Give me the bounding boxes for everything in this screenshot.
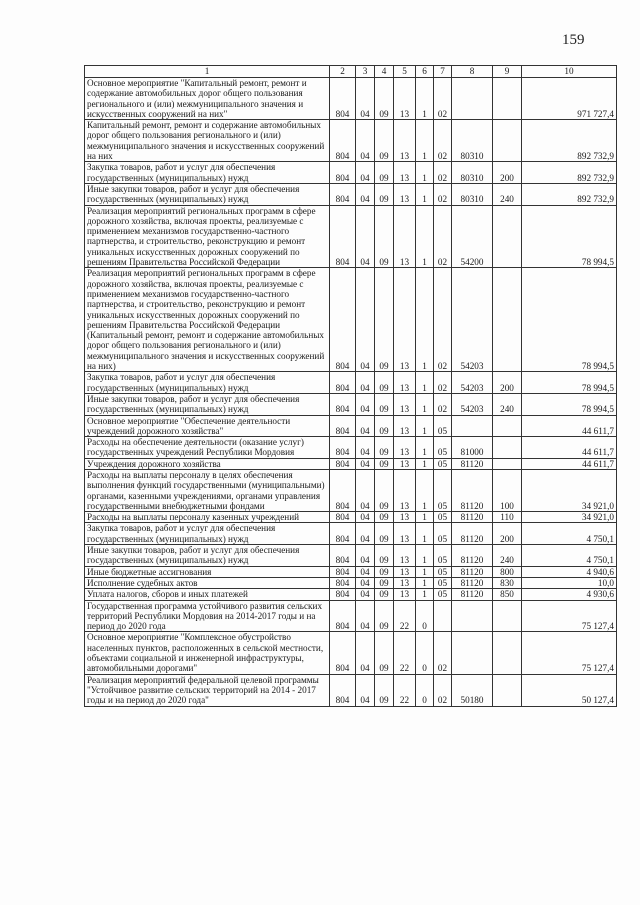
row-code-c5: 13 (394, 162, 416, 184)
row-code-c6: 1 (416, 120, 434, 162)
row-code-c9: 240 (493, 393, 522, 415)
row-code-c5: 13 (394, 469, 416, 511)
row-description: Реализация мероприятий федеральной целевой программы "Устойчивое развитие сельских территорий на 2014 - 2017 годы и на период до 2020 года" (85, 674, 330, 706)
row-code-c9 (493, 120, 522, 162)
row-code-c8: 81120 (452, 512, 493, 523)
row-code-c2: 804 (330, 78, 356, 120)
row-code-c4: 09 (375, 78, 394, 120)
row-code-c3: 04 (356, 437, 375, 459)
row-code-c9 (493, 205, 522, 268)
row-code-c7: 02 (434, 632, 452, 674)
row-code-c4: 09 (375, 566, 394, 577)
row-code-c3: 04 (356, 674, 375, 706)
row-code-c4: 09 (375, 674, 394, 706)
row-code-c3: 04 (356, 577, 375, 588)
row-code-c4: 09 (375, 372, 394, 394)
row-description: Государственная программа устойчивого развития сельских территорий Республики Мордовия на 2014-2017 годы и на период до 2020 года (85, 600, 330, 632)
row-code-c7: 05 (434, 415, 452, 437)
row-description: Реализация мероприятий региональных программ в сфере дорожного хозяйства, включая проекты, реализуемые с применением механизмов государственно-частного партнерства, и строительство, реконструкцию и ремонт уникальных искусственных дорожных сооружений по решениям Правительства Российской Федерации (Капитальный ремонт, ремонт и содержание автомобильных дорог общего пользования регионального и (или) межмуниципального значения и искусственных сооружений на них) (85, 268, 330, 372)
row-amount: 892 732,9 (522, 120, 617, 162)
row-code-c8: 80310 (452, 120, 493, 162)
row-code-c8: 81120 (452, 545, 493, 567)
row-code-c9: 800 (493, 566, 522, 577)
row-code-c5: 13 (394, 577, 416, 588)
row-code-c5: 13 (394, 268, 416, 372)
row-code-c4: 09 (375, 393, 394, 415)
row-code-c8: 80310 (452, 162, 493, 184)
row-code-c2: 804 (330, 589, 356, 600)
row-code-c8: 81120 (452, 577, 493, 588)
row-code-c5: 22 (394, 674, 416, 706)
row-code-c7: 05 (434, 566, 452, 577)
row-code-c9 (493, 632, 522, 674)
row-code-c7: 05 (434, 458, 452, 469)
table-row (85, 393, 617, 415)
row-code-c3: 04 (356, 566, 375, 577)
header-row (85, 66, 617, 78)
row-code-c7: 05 (434, 469, 452, 511)
table-body (85, 78, 617, 707)
row-code-c9 (493, 415, 522, 437)
row-code-c7: 02 (434, 205, 452, 268)
row-code-c2: 804 (330, 162, 356, 184)
row-description: Закупка товаров, работ и услуг для обеспечения государственных (муниципальных) нужд (85, 523, 330, 545)
table-row (85, 632, 617, 674)
column-header: 4 (375, 66, 394, 78)
row-amount: 75 127,4 (522, 600, 617, 632)
row-code-c2: 804 (330, 469, 356, 511)
row-code-c6: 1 (416, 268, 434, 372)
row-description: Иные закупки товаров, работ и услуг для обеспечения государственных (муниципальных) нужд (85, 545, 330, 567)
row-description: Расходы на обеспечение деятельности (оказание услуг) государственных учреждений Республики Мордовия (85, 437, 330, 459)
table-row (85, 205, 617, 268)
row-code-c6: 1 (416, 523, 434, 545)
column-header: 7 (434, 66, 452, 78)
table-row (85, 268, 617, 372)
row-code-c3: 04 (356, 512, 375, 523)
row-code-c7: 02 (434, 393, 452, 415)
row-code-c8 (452, 415, 493, 437)
row-code-c6: 1 (416, 415, 434, 437)
column-header: 5 (394, 66, 416, 78)
row-amount: 892 732,9 (522, 183, 617, 205)
row-code-c6: 1 (416, 162, 434, 184)
row-code-c9: 240 (493, 545, 522, 567)
row-code-c7: 02 (434, 183, 452, 205)
row-code-c3: 04 (356, 120, 375, 162)
row-code-c5: 13 (394, 372, 416, 394)
row-code-c4: 09 (375, 415, 394, 437)
column-header: 8 (452, 66, 493, 78)
row-code-c8: 81120 (452, 523, 493, 545)
row-amount: 78 994,5 (522, 268, 617, 372)
row-code-c9 (493, 78, 522, 120)
row-code-c7: 05 (434, 589, 452, 600)
table-row (85, 600, 617, 632)
row-code-c8: 54203 (452, 268, 493, 372)
row-amount: 34 921,0 (522, 469, 617, 511)
row-code-c8: 50180 (452, 674, 493, 706)
row-code-c5: 13 (394, 183, 416, 205)
row-code-c6: 1 (416, 545, 434, 567)
row-code-c3: 04 (356, 78, 375, 120)
row-code-c9: 100 (493, 469, 522, 511)
row-amount: 4 750,1 (522, 523, 617, 545)
row-code-c3: 04 (356, 162, 375, 184)
row-code-c9: 240 (493, 183, 522, 205)
row-amount: 75 127,4 (522, 632, 617, 674)
row-code-c5: 13 (394, 78, 416, 120)
table-row (85, 162, 617, 184)
row-description: Закупка товаров, работ и услуг для обеспечения государственных (муниципальных) нужд (85, 162, 330, 184)
row-code-c9: 110 (493, 512, 522, 523)
row-amount: 78 994,5 (522, 393, 617, 415)
row-code-c9 (493, 458, 522, 469)
row-code-c7: 05 (434, 437, 452, 459)
row-code-c8: 54203 (452, 393, 493, 415)
row-code-c3: 04 (356, 393, 375, 415)
row-description: Иные закупки товаров, работ и услуг для обеспечения государственных (муниципальных) нужд (85, 183, 330, 205)
row-code-c3: 04 (356, 205, 375, 268)
row-code-c6: 1 (416, 78, 434, 120)
row-code-c5: 13 (394, 205, 416, 268)
row-code-c3: 04 (356, 458, 375, 469)
row-code-c2: 804 (330, 632, 356, 674)
row-code-c4: 09 (375, 512, 394, 523)
row-code-c6: 0 (416, 600, 434, 632)
row-description: Исполнение судебных актов (85, 577, 330, 588)
row-code-c2: 804 (330, 183, 356, 205)
row-code-c2: 804 (330, 205, 356, 268)
row-code-c5: 13 (394, 589, 416, 600)
table-row (85, 415, 617, 437)
row-code-c8 (452, 600, 493, 632)
row-code-c9 (493, 674, 522, 706)
row-code-c7: 05 (434, 512, 452, 523)
column-header: 9 (493, 66, 522, 78)
row-description: Основное мероприятие "Комплексное обустройство населенных пунктов, расположенных в сельской местности, объектами социальной и инженерной инфраструктуры, автомобильными дорогами" (85, 632, 330, 674)
row-code-c9: 200 (493, 372, 522, 394)
row-amount: 44 611,7 (522, 458, 617, 469)
row-code-c6: 1 (416, 458, 434, 469)
row-description: Расходы на выплаты персоналу в целях обеспечения выполнения функций государственными (муниципальными) органами, казенными учреждениями, органами управления государственными внебюджетными фондами (85, 469, 330, 511)
row-amount: 50 127,4 (522, 674, 617, 706)
row-code-c8: 81120 (452, 458, 493, 469)
row-code-c9 (493, 437, 522, 459)
row-code-c6: 1 (416, 512, 434, 523)
table-row (85, 545, 617, 567)
row-code-c7: 02 (434, 162, 452, 184)
row-description: Основное мероприятие "Капитальный ремонт, ремонт и содержание автомобильных дорог общего пользования регионального и (или) межмуниципального значения и искусственных сооружений на них" (85, 78, 330, 120)
row-amount: 4 750,1 (522, 545, 617, 567)
row-code-c7: 02 (434, 268, 452, 372)
column-header: 3 (356, 66, 375, 78)
row-code-c9: 200 (493, 523, 522, 545)
row-code-c7: 02 (434, 78, 452, 120)
column-header: 2 (330, 66, 356, 78)
row-code-c2: 804 (330, 674, 356, 706)
table-row (85, 458, 617, 469)
row-code-c4: 09 (375, 162, 394, 184)
table-row (85, 78, 617, 120)
table-row (85, 566, 617, 577)
row-description: Учреждения дорожного хозяйства (85, 458, 330, 469)
row-code-c5: 22 (394, 632, 416, 674)
row-code-c5: 13 (394, 512, 416, 523)
row-code-c4: 09 (375, 545, 394, 567)
row-description: Закупка товаров, работ и услуг для обеспечения государственных (муниципальных) нужд (85, 372, 330, 394)
row-code-c4: 09 (375, 469, 394, 511)
row-code-c3: 04 (356, 372, 375, 394)
table-row (85, 437, 617, 459)
row-code-c4: 09 (375, 437, 394, 459)
row-code-c3: 04 (356, 545, 375, 567)
row-amount: 4 940,6 (522, 566, 617, 577)
row-code-c5: 13 (394, 437, 416, 459)
column-header: 10 (522, 66, 617, 78)
row-code-c2: 804 (330, 393, 356, 415)
table-row (85, 589, 617, 600)
row-code-c7: 05 (434, 577, 452, 588)
row-code-c2: 804 (330, 415, 356, 437)
row-amount: 34 921,0 (522, 512, 617, 523)
row-code-c2: 804 (330, 268, 356, 372)
row-code-c6: 0 (416, 674, 434, 706)
row-code-c5: 13 (394, 120, 416, 162)
row-code-c6: 0 (416, 632, 434, 674)
row-code-c4: 09 (375, 205, 394, 268)
row-code-c6: 1 (416, 437, 434, 459)
row-code-c5: 13 (394, 566, 416, 577)
column-header: 6 (416, 66, 434, 78)
row-code-c6: 1 (416, 566, 434, 577)
row-description: Иные закупки товаров, работ и услуг для обеспечения государственных (муниципальных) нужд (85, 393, 330, 415)
row-code-c8: 54203 (452, 372, 493, 394)
row-code-c2: 804 (330, 600, 356, 632)
row-amount: 78 994,5 (522, 205, 617, 268)
row-code-c6: 1 (416, 183, 434, 205)
row-code-c2: 804 (330, 372, 356, 394)
row-code-c3: 04 (356, 183, 375, 205)
row-code-c8: 81120 (452, 566, 493, 577)
row-code-c6: 1 (416, 577, 434, 588)
row-code-c2: 804 (330, 545, 356, 567)
row-code-c7 (434, 600, 452, 632)
row-code-c4: 09 (375, 600, 394, 632)
row-code-c3: 04 (356, 632, 375, 674)
row-code-c3: 04 (356, 268, 375, 372)
table-row (85, 512, 617, 523)
row-code-c2: 804 (330, 512, 356, 523)
row-code-c7: 02 (434, 120, 452, 162)
row-code-c2: 804 (330, 577, 356, 588)
row-description: Расходы на выплаты персоналу казенных учреждений (85, 512, 330, 523)
row-amount: 44 611,7 (522, 415, 617, 437)
row-amount: 971 727,4 (522, 78, 617, 120)
row-code-c9: 850 (493, 589, 522, 600)
row-code-c8: 80310 (452, 183, 493, 205)
row-code-c9 (493, 600, 522, 632)
table-row (85, 120, 617, 162)
row-code-c2: 804 (330, 566, 356, 577)
row-code-c6: 1 (416, 393, 434, 415)
row-code-c8: 54200 (452, 205, 493, 268)
row-code-c7: 05 (434, 523, 452, 545)
row-amount: 4 930,6 (522, 589, 617, 600)
row-code-c3: 04 (356, 600, 375, 632)
row-description: Уплата налогов, сборов и иных платежей (85, 589, 330, 600)
row-code-c3: 04 (356, 589, 375, 600)
row-code-c8: 81120 (452, 469, 493, 511)
row-code-c3: 04 (356, 523, 375, 545)
row-code-c7: 05 (434, 545, 452, 567)
row-amount: 10,0 (522, 577, 617, 588)
row-code-c5: 13 (394, 458, 416, 469)
row-code-c3: 04 (356, 415, 375, 437)
row-code-c4: 09 (375, 632, 394, 674)
budget-table (84, 65, 617, 707)
page-number: 159 (562, 32, 585, 48)
row-amount: 78 994,5 (522, 372, 617, 394)
row-code-c4: 09 (375, 577, 394, 588)
table-row (85, 469, 617, 511)
table-row (85, 523, 617, 545)
row-code-c9: 200 (493, 162, 522, 184)
row-code-c5: 22 (394, 600, 416, 632)
row-description: Реализация мероприятий региональных программ в сфере дорожного хозяйства, включая проекты, реализуемые с применением механизмов государственно-частного партнерства, и строительство, реконструкцию и ремонт уникальных искусственных дорожных сооружений по решениям Правительства Российской Федерации (85, 205, 330, 268)
row-code-c6: 1 (416, 469, 434, 511)
row-code-c6: 1 (416, 372, 434, 394)
row-code-c9: 830 (493, 577, 522, 588)
row-code-c8 (452, 78, 493, 120)
row-code-c5: 13 (394, 415, 416, 437)
row-code-c2: 804 (330, 458, 356, 469)
row-code-c6: 1 (416, 205, 434, 268)
column-header: 1 (85, 66, 330, 78)
row-code-c5: 13 (394, 523, 416, 545)
row-code-c8: 81000 (452, 437, 493, 459)
row-code-c4: 09 (375, 589, 394, 600)
row-code-c2: 804 (330, 120, 356, 162)
row-code-c4: 09 (375, 523, 394, 545)
table-row (85, 183, 617, 205)
row-amount: 892 732,9 (522, 162, 617, 184)
row-code-c8 (452, 632, 493, 674)
row-description: Капитальный ремонт, ремонт и содержание автомобильных дорог общего пользования регионального и (или) межмуниципального значения и искусственных сооружений на них (85, 120, 330, 162)
row-code-c4: 09 (375, 120, 394, 162)
row-code-c5: 13 (394, 393, 416, 415)
table-row (85, 372, 617, 394)
row-code-c5: 13 (394, 545, 416, 567)
row-description: Иные бюджетные ассигнования (85, 566, 330, 577)
row-code-c3: 04 (356, 469, 375, 511)
row-code-c4: 09 (375, 458, 394, 469)
row-code-c4: 09 (375, 268, 394, 372)
row-description: Основное мероприятие "Обеспечение деятельности учреждений дорожного хозяйства" (85, 415, 330, 437)
row-code-c2: 804 (330, 523, 356, 545)
table-row (85, 674, 617, 706)
row-code-c7: 02 (434, 674, 452, 706)
row-code-c7: 02 (434, 372, 452, 394)
row-code-c4: 09 (375, 183, 394, 205)
row-code-c9 (493, 268, 522, 372)
table-row (85, 577, 617, 588)
row-code-c2: 804 (330, 437, 356, 459)
row-amount: 44 611,7 (522, 437, 617, 459)
row-code-c8: 81120 (452, 589, 493, 600)
row-code-c6: 1 (416, 589, 434, 600)
